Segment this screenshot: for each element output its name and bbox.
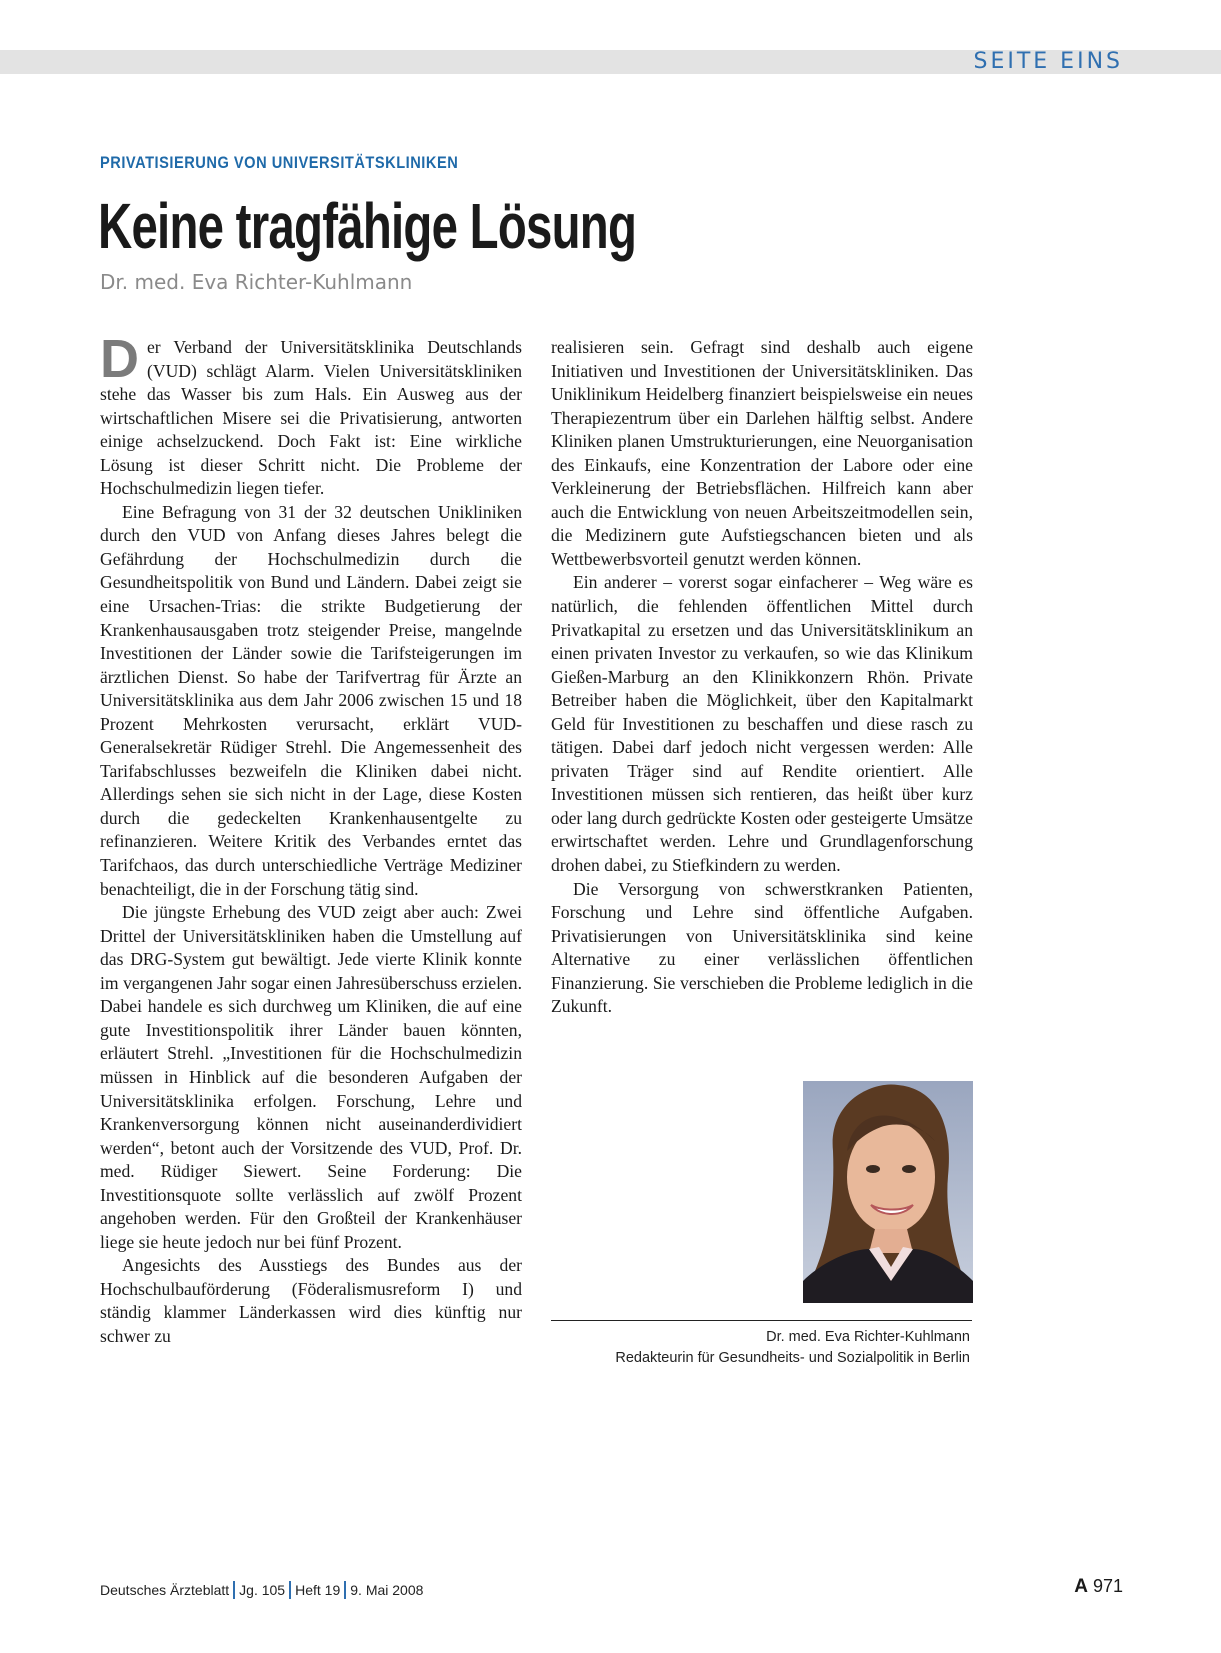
caption-divider bbox=[551, 1320, 972, 1321]
footer-date: 9. Mai 2008 bbox=[350, 1582, 424, 1598]
paragraph-text: er Verband der Universitätsklinika Deutschlands (VUD) schlägt Alarm. Vielen Universitätskliniken stehe das Wasser bis zum Hals. Ein Ausweg aus der wirtschaftlichen Misere sei die Privatisierung, antworten einige achselzuckend. Doch Fakt ist: Eine wirkliche Lösung ist dieser Schritt nicht. Die Probleme der Hochschulmedizin liegen tiefer. bbox=[100, 337, 522, 499]
body-column-left bbox=[100, 329, 522, 1349]
article-author: Dr. med. Eva Richter-Kuhlmann bbox=[100, 270, 413, 294]
page-value: 971 bbox=[1092, 1576, 1123, 1596]
body-paragraph: Die Versorgung von schwerstkranken Patienten, Forschung und Lehre sind öffentliche Aufgaben. Privatisierungen von Universitätsklinika sind keine Alternative zu einer verlässlichen öffentlichen Finanzierung. Sie verschieben die Probleme lediglich in die Zukunft. bbox=[551, 878, 973, 1017]
section-label: SEITE EINS bbox=[973, 49, 1123, 74]
footer-separator bbox=[289, 1581, 291, 1599]
caption-role: Redakteurin für Gesundheits- und Sozialpolitik in Berlin bbox=[615, 1350, 970, 1366]
body-paragraph: Die jüngste Erhebung des VUD zeigt aber auch: Zwei Drittel der Universitätskliniken haben die Umstellung auf das DRG-System gut bewältigt. Jede vierte Klinik konnte im vergangenen Jahr sogar einen Jahresüberschuss erzielen. Dabei handele es sich durchweg um Kliniken, die auf eine gute Investitionspolitik ihrer Länder bauen könnten, erläutert Strehl. „Investitionen für die Hochschulmedizin müssen in Hinblick auf die besonderen Aufgaben der Universitätsklinika erfolgen. Forschung, Lehre und Krankenversorgung können nicht auseinanderdividiert werden“, betont auch der Vorsitzende des VUD, Prof. Dr. med. Rüdiger Siewert. Seine Forderung: Die Investitionsquote sollte verlässlich auf zwölf Prozent angehoben werden. Für den Großteil der Krankenhäuser liege sie heute jedoch nur bei fünf Prozent. bbox=[100, 902, 522, 1252]
article-title: Keine tragfähige Lösung bbox=[98, 190, 637, 262]
page-prefix: A bbox=[1074, 1576, 1088, 1597]
body-paragraph: Eine Befragung von 31 der 32 deutschen Unikliniken durch den VUD von Anfang dieses Jahres belegt die Gefährdung der Hochschulmedizin durch die Gesundheitspolitik von Bund und Ländern. Dabei zeigt sie eine Ursachen-Trias: die strikte Budgetierung der Krankenhausausgaben trotz steigender Preise, mangelnde Investitionen der Länder sowie die Tarifsteigerungen im ärztlichen Dienst. So habe der Tarifvertrag für Ärzte an Universitätsklinika aus dem Jahr 2006 zwischen 15 und 18 Prozent Mehrkosten verursacht, erklärt VUD-Generalsekretär Rüdiger Strehl. Die Angemessenheit des Tarifabschlusses bezweifeln die Kliniken dabei nicht. Allerdings sehen sie sich nicht in der Lage, diese Kosten durch die gedeckelten Krankenhausentgelte zu refinanzieren. Weitere Kritik des Verbandes erntet das Tarifchaos, das durch unterschiedliche Verträge Mediziner benachteiligt, die in der Forschung tätig sind. bbox=[100, 501, 522, 899]
caption-name: Dr. med. Eva Richter-Kuhlmann bbox=[766, 1329, 970, 1345]
author-portrait bbox=[803, 1081, 973, 1303]
article-kicker: PRIVATISIERUNG VON UNIVERSITÄTSKLINIKEN bbox=[100, 153, 459, 172]
page-number bbox=[1074, 1576, 1123, 1598]
footer-volume: Jg. 105 bbox=[239, 1582, 286, 1598]
photo-caption bbox=[615, 1327, 970, 1369]
footer bbox=[100, 1581, 423, 1599]
footer-separator bbox=[233, 1581, 235, 1599]
body-paragraph: realisieren sein. Gefragt sind deshalb auch eigene Initiativen und Investitionen der Universitätskliniken. Das Uniklinikum Heidelberg finanziert beispielsweise ein neues Therapiezentrum über ein Darlehen hälftig selbst. Andere Kliniken planen Umstrukturierungen, eine Neuorganisation des Einkaufs, eine Konzentration der Labore oder eine Verkleinerung der Betriebsflächen. Hilfreich kann aber auch die Entwicklung von neuen Arbeitszeitmodellen sein, die Medizinern gute Aufstiegschancen bieten und als Wettbewerbsvorteil genutzt werden können. bbox=[551, 337, 973, 569]
footer-journal: Deutsches Ärzteblatt bbox=[100, 1582, 230, 1598]
footer-issue: Heft 19 bbox=[295, 1582, 341, 1598]
footer-separator bbox=[344, 1581, 346, 1599]
body-paragraph: Ein anderer – vorerst sogar einfacherer – Weg wäre es natürlich, die fehlenden öffentlichen Mittel durch Privatkapital zu ersetzen und das Universitätsklinikum an einen privaten Investor zu verkaufen, so wie das Klinikum Gießen-Marburg an den Klinikkonzern Rhön. Private Betreiber haben die Möglichkeit, über den Kapitalmarkt Geld für Investitionen zu beschaffen und diese rasch zu tätigen. Dabei darf jedoch nicht vergessen werden: Alle privaten Träger sind auf Rendite orientiert. Alle Investitionen müssen sich rentieren, das heißt über kurz oder lang durch gedrückte Kosten oder gesteigerte Umsätze erwirtschaftet werden. Lehre und Grundlagenforschung drohen dabei, zu Stiefkindern zu werden. bbox=[551, 572, 973, 876]
body-paragraph: Angesichts des Ausstiegs des Bundes aus der Hochschulbauförderung (Föderalismusreform I) und ständig klammer Länderkassen wird dies künftig nur schwer zu bbox=[100, 1255, 522, 1346]
body-paragraph bbox=[100, 329, 522, 501]
dropcap: D bbox=[100, 329, 139, 389]
body-column-right bbox=[551, 336, 973, 1019]
